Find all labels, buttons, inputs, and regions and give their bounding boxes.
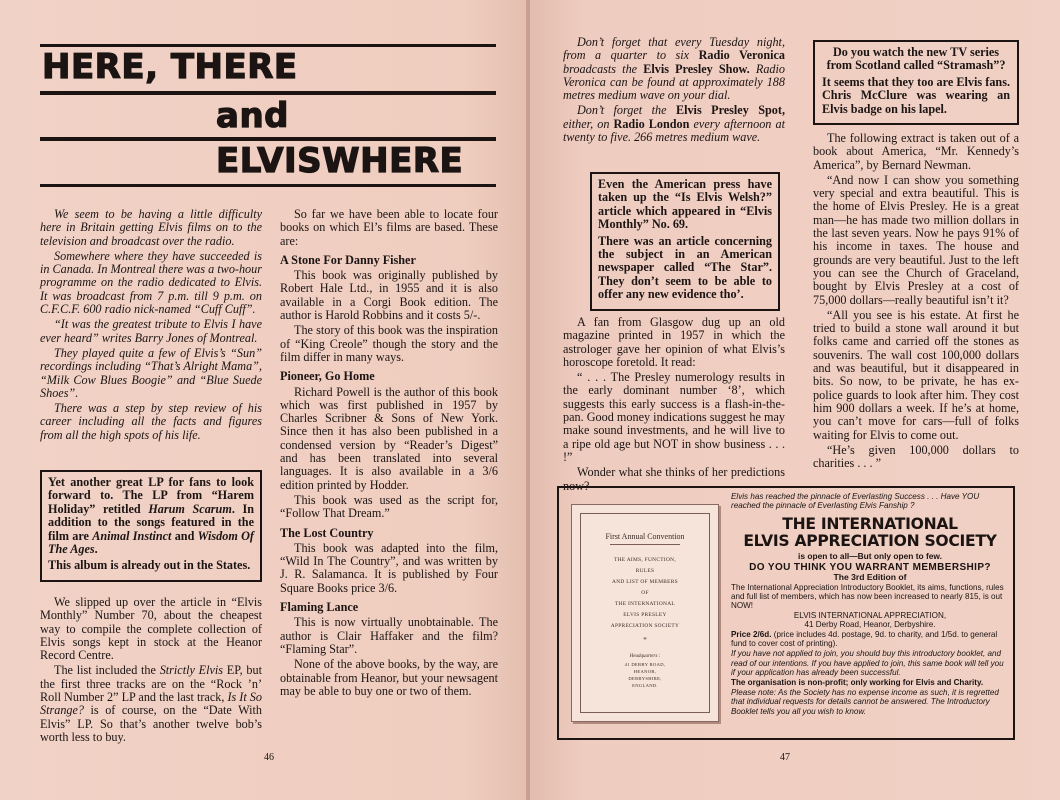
paragraph: Richard Powell is the author of this book which was first published in 1957 by Charles Scribner & Sons of New York. Since then it has also been published in a condensed version by “Reader’s Digest” and has been translated into several languages. It is also available in a 3/6 edition printed by Hodder. [280,384,498,492]
price-detail: (price includes 4d. postage, 9d. to charity, and 1/5d. to general fund to cover cost of printing). [731,630,998,649]
paragraph: There was an article concerning the subject in an American newspaper called “The Star”. They don’t seem to be able to offer any new evidence tho’. [598,233,772,302]
booklet-line: OF [641,590,649,596]
advert-heading-2: ELVIS APPRECIATION SOCIETY [743,532,997,551]
society-advert [557,486,1015,740]
headline-line-3: ELVISWHERE [216,141,464,181]
booklet-line: AND LIST OF MEMBERS [612,579,678,585]
page-number: 47 [780,752,790,763]
paragraph: Even the American press have taken up the “Is Elvis Welsh?” article which appeared in “Elvis Monthly” No. 69. [598,177,772,232]
station-name: Radio Veronica [698,48,785,63]
text: . In addition to the songs featured in the film are [48,501,254,543]
booklet-line: THE AIMS, FUNCTION, [613,557,676,563]
paragraph: It seems that they too are Elvis fans. Chris McClure was wearing an Elvis badge on his lapel. [822,74,1010,116]
booklet-line: ELVIS PRESLEY [623,612,667,618]
booklet-address [581,661,709,689]
price-label: Price 2/6d. [731,630,772,640]
paragraph: Wonder what she thinks of her predictions now? [563,465,785,493]
paragraph: They played quite a few of Elvis’s “Sun” recordings including “That’s Alright Mama”, “Milk Cow Blues Boogie” and “Blue Suede Shoes”. [40,345,262,400]
title-italic: Harum Scarum [148,501,232,516]
advert-open: is open to all—But only open to few. [798,551,942,562]
subheading: A Stone For Danny Fisher [280,252,416,267]
title-italic: Wisdom Of The Ages [48,528,254,557]
paragraph: Somewhere where they have succeeded is in Canada. In Montreal there was a two-hour programme on the radio dedicated to Elvis. It was broadcast from 7 p.m. till 9 p.m. on C.F.C.F. 600 radio nick-named “Cuff Cuff”. [40,248,262,317]
paragraph: This album is already out in the States. [48,558,251,573]
paragraph: None of the above books, by the way, are obtainable from Heanor, but your newsagent may be able to buy one or two of them. [280,657,498,698]
advert-note: Please note: As the Society has no expense income as such, it is regretted that individual requests for details cannot be answered. The Introductory Booklet tells you all you wish to know. [731,688,999,716]
advert-price [731,630,1009,648]
subheading: The Lost Country [280,525,374,540]
booklet-star: * [643,636,647,644]
advert-heading-1: THE INTERNATIONAL [782,515,958,534]
advert-paragraph: The International Appreciation Introductory Booklet, its aims, functions, rules and full list of members, which has now been increased to nearly 815, is out NOW! [731,583,1004,611]
title-italic: Strictly Elvis [159,663,223,678]
text: The list included the [54,663,160,678]
headline-line-1: HERE, THERE [42,47,298,87]
text: Don’t forget the [577,103,676,118]
paragraph: This is now virtually unobtainable. The author is Clair Haffaker and the film? “Flaming Star”. [280,615,498,656]
paragraph: “And now I can show you something very special and extra beautiful. This is the home of Elvis Presley. He is a great man—he has made two million dollars in the last seven years. Now he pays 91% of his income in taxes. The house and grounds are very beautiful. Just to the left you can see the Church of Graceland, bought by Elvis Presley at a cost of 75,000 dollars—really beautiful isn’t it? [813,172,1019,307]
paragraph [40,664,262,744]
paragraph: There was a step by step review of his career including all the facts and figures from all the high spots of his life. [40,401,262,442]
text: Yet another great LP for fans to look forward to. The LP from “Harem Holiday” retitled [48,475,254,516]
paragraph: “ . . . The Presley numerology results in the early dominant number ‘8’, which suggests this early success is a flash-in-the-pan. Good money indications suggest he may make sound investments, and he will live to a ripe old age but NOT in show business . . . !” [563,370,785,464]
press-box [590,172,780,311]
subheading: Pioneer, Go Home [280,369,375,384]
page-number: 46 [264,752,274,763]
headline-rule-bottom [40,184,496,187]
text: every afternoon at twenty to five. 266 metres medium wave. [563,116,785,145]
paragraph: We seem to be having a little difficulty here in Britain getting Elvis films on to the television and broadcast over the radio. [40,207,262,248]
title-italic: Animal Instinct [92,528,172,543]
advert-text [731,492,1009,716]
paragraph: The story of this book was the inspiration of “King Creole” though the story and the film differ in many ways. [280,323,498,364]
paragraph: A fan from Glasgow dug up an old magazine printed in 1957 in which the astrologer gave her opinion of what Elvis’s horoscope foretold. It read: [563,315,785,369]
booklet-line: THE INTERNATIONAL [614,601,676,607]
text: Don’t forget that every Tuesday night, from a quarter to six [563,35,785,63]
paragraph: The following extract is taken out of a book about America, “Mr. Kennedy’s America”, by Bernard Newman. [813,131,1019,172]
paragraph: Do you watch the new TV series from Scotland called “Stramash”? [826,45,1006,73]
tv-box [813,40,1019,125]
paragraph [563,104,785,144]
article-books [280,208,498,700]
advert-question: DO YOU THINK YOU WARRANT MEMBERSHIP? [749,561,991,573]
show-name: Elvis Presley Spot, [675,103,785,118]
title-italic: Is It So Strange? [40,690,262,718]
lp-news-box [40,470,262,582]
booklet-body [581,555,709,632]
paragraph: We slipped up over the article in “Elvis Monthly” Number 70, about the cheapest way to compile the complete collection of Elvis songs kept in stock at the Heanor Record Centre. [40,595,262,663]
article-canada [40,208,262,444]
subheading: Flaming Lance [280,600,359,615]
paragraph [48,476,254,556]
show-name: Elvis Presley Show. [643,61,750,76]
advert-address: 41 Derby Road, Heanor, Derbyshire. [804,619,936,629]
text: EP, but the first three tracks are on the “Rock ’n’ Roll Number 2” LP and the last track, [40,663,262,705]
advert-paragraph: The organisation is non-profit; only working for Elvis and Charity. [731,678,984,688]
paragraph: This book was used as the script for, “Follow That Dream.” [280,492,498,521]
article-horoscope [563,316,785,495]
booklet-title: First Annual Convention [605,532,685,541]
paragraph: “He’s given 100,000 dollars to charities . . . ” [813,442,1019,471]
text: Radio Veronica can be found at approximately 188 metres medium wave on your dial. [563,61,785,103]
booklet-rule [610,544,680,545]
text: either, on [563,116,614,131]
text: broadcasts the [563,61,644,76]
paragraph: “All you see is his estate. At first he tried to build a stone wall around it but folks came and carried off the stones as souvenirs. The wall cost 100,000 dollars and was beautiful, but it disappeared in bits. So now, to be private, he has ex-police guards to look after him. They cost him 900 dollars a week. If he’s at home, you can’t move for cars—full of folks waiting for Elvis to come out. [813,307,1019,442]
booklet-line: HEANOR, [633,668,657,674]
booklet-line: DERBYSHIRE, [628,675,662,681]
booklet-hq-label: Headquarters : [629,654,661,659]
advert-edition: The 3rd Edition of [833,571,907,582]
station-name: Radio London [613,116,690,131]
booklet-line: APPRECIATION SOCIETY [610,623,680,629]
paragraph [563,36,785,102]
paragraph: “It was the greatest tribute to Elvis I have ever heard” writes Barry Jones of Montreal. [40,317,262,345]
article-radio [563,36,785,146]
advert-org: ELVIS INTERNATIONAL APPRECIATION, [793,610,947,620]
booklet-line: ENGLAND. [632,682,658,688]
article-kennedys-america [813,132,1019,472]
booklet-line: 41 DERBY ROAD, [624,661,666,667]
paragraph: This book was originally published by Robert Hale Ltd., in 1955 and it is also available in a Corgi Book edition. The author is Harold Robbins and it costs 5/-. [280,268,498,323]
booklet-cover [580,513,710,713]
text: . [94,542,98,557]
paragraph: This book was adapted into the film, “Wild In The Country”, and was written by J. R. Salamanca. It is published by Four Square Books price 3/6. [280,540,498,595]
text: and [171,528,198,543]
booklet-image [571,504,719,722]
headline-rule-2 [40,91,496,95]
page-46 [0,0,528,800]
advert-paragraph: If you have not applied to join, you should buy this introductory booklet, and read of our intentions. If you have applied to join, this same book will tell you if your application has already been successful. [731,649,1004,677]
article-heanor-correction [40,596,262,746]
text: is of course, on the “Date With Elvis” LP. So that’s another twelve bob’s worth less to buy. [40,703,262,744]
paragraph: So far we have been able to locate four books on which El’s films are based. These are: [280,207,498,248]
headline-line-2: and [216,96,289,136]
booklet-line: RULES [635,568,655,574]
advert-intro: Elvis has reached the pinnacle of Everlasting Success . . . Have YOU reached the pinnacle of Everlasting Elvis Fanship ? [731,492,980,511]
